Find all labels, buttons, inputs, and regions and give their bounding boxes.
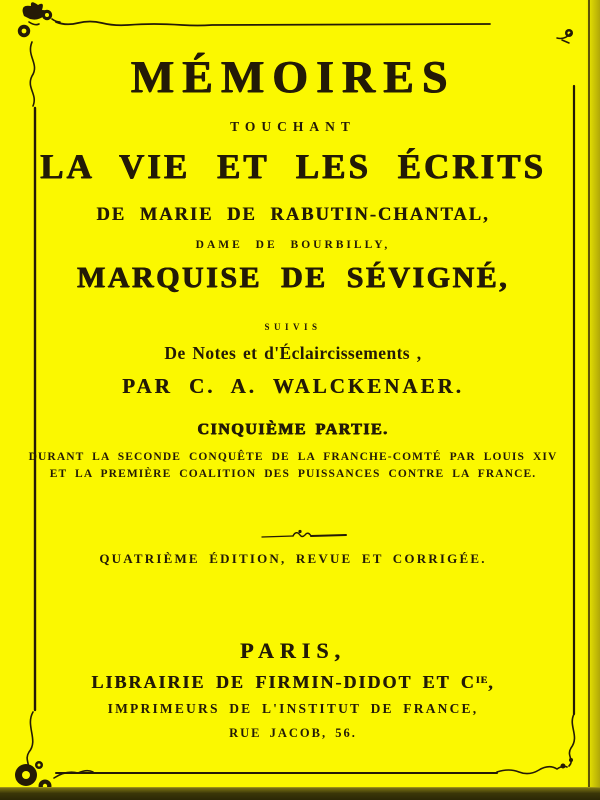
publisher-tail: , bbox=[488, 672, 495, 692]
corner-ornament-top-right bbox=[557, 29, 573, 43]
subject-person-line: DE MARIE DE RABUTIN-CHANTAL, bbox=[96, 205, 490, 225]
person-title-line: MARQUISE DE SÉVIGNÉ, bbox=[76, 261, 510, 294]
corner-ornament-top-left bbox=[18, 2, 60, 37]
notes-line: De Notes et d'Éclaircissements , bbox=[164, 343, 422, 363]
page-edge-shadow-bottom bbox=[0, 787, 600, 800]
suivis-note: SUIVIS bbox=[264, 322, 322, 332]
page-edge-line-right bbox=[588, 0, 590, 792]
divider-ornament bbox=[262, 530, 346, 537]
part-description-line1: DURANT LA SECONDE CONQUÊTE DE LA FRANCHE-COMTÉ PAR LOUIS XIV bbox=[28, 451, 558, 463]
person-epithet-line: DAME DE BOURBILLY, bbox=[195, 239, 391, 251]
main-subject-line: LA VIE ET LES ÉCRITS bbox=[40, 147, 546, 186]
book-title: MÉMOIRES bbox=[130, 51, 456, 102]
author-line: PAR C. A. WALCKENAER. bbox=[122, 374, 464, 398]
publisher-main: LIBRAIRIE DE FIRMIN-DIDOT ET C bbox=[91, 672, 476, 692]
publisher-superscript: IE bbox=[475, 675, 489, 687]
part-heading: CINQUIÈME PARTIE. bbox=[197, 421, 389, 438]
edition-line: QUATRIÈME ÉDITION, REVUE ET CORRIGÉE. bbox=[99, 551, 487, 566]
imprint-city: PARIS, bbox=[240, 638, 346, 663]
imprint-address: RUE JACOB, 56. bbox=[229, 726, 357, 740]
title-connector: TOUCHANT bbox=[230, 119, 356, 134]
imprint-printer: IMPRIMEURS DE L'INSTITUT DE FRANCE, bbox=[107, 701, 479, 716]
corner-ornament-bottom-left bbox=[15, 712, 93, 793]
imprint-publisher bbox=[8, 672, 578, 693]
part-description-line2: ET LA PREMIÈRE COALITION DES PUISSANCES CONTRE LA FRANCE. bbox=[49, 468, 537, 480]
